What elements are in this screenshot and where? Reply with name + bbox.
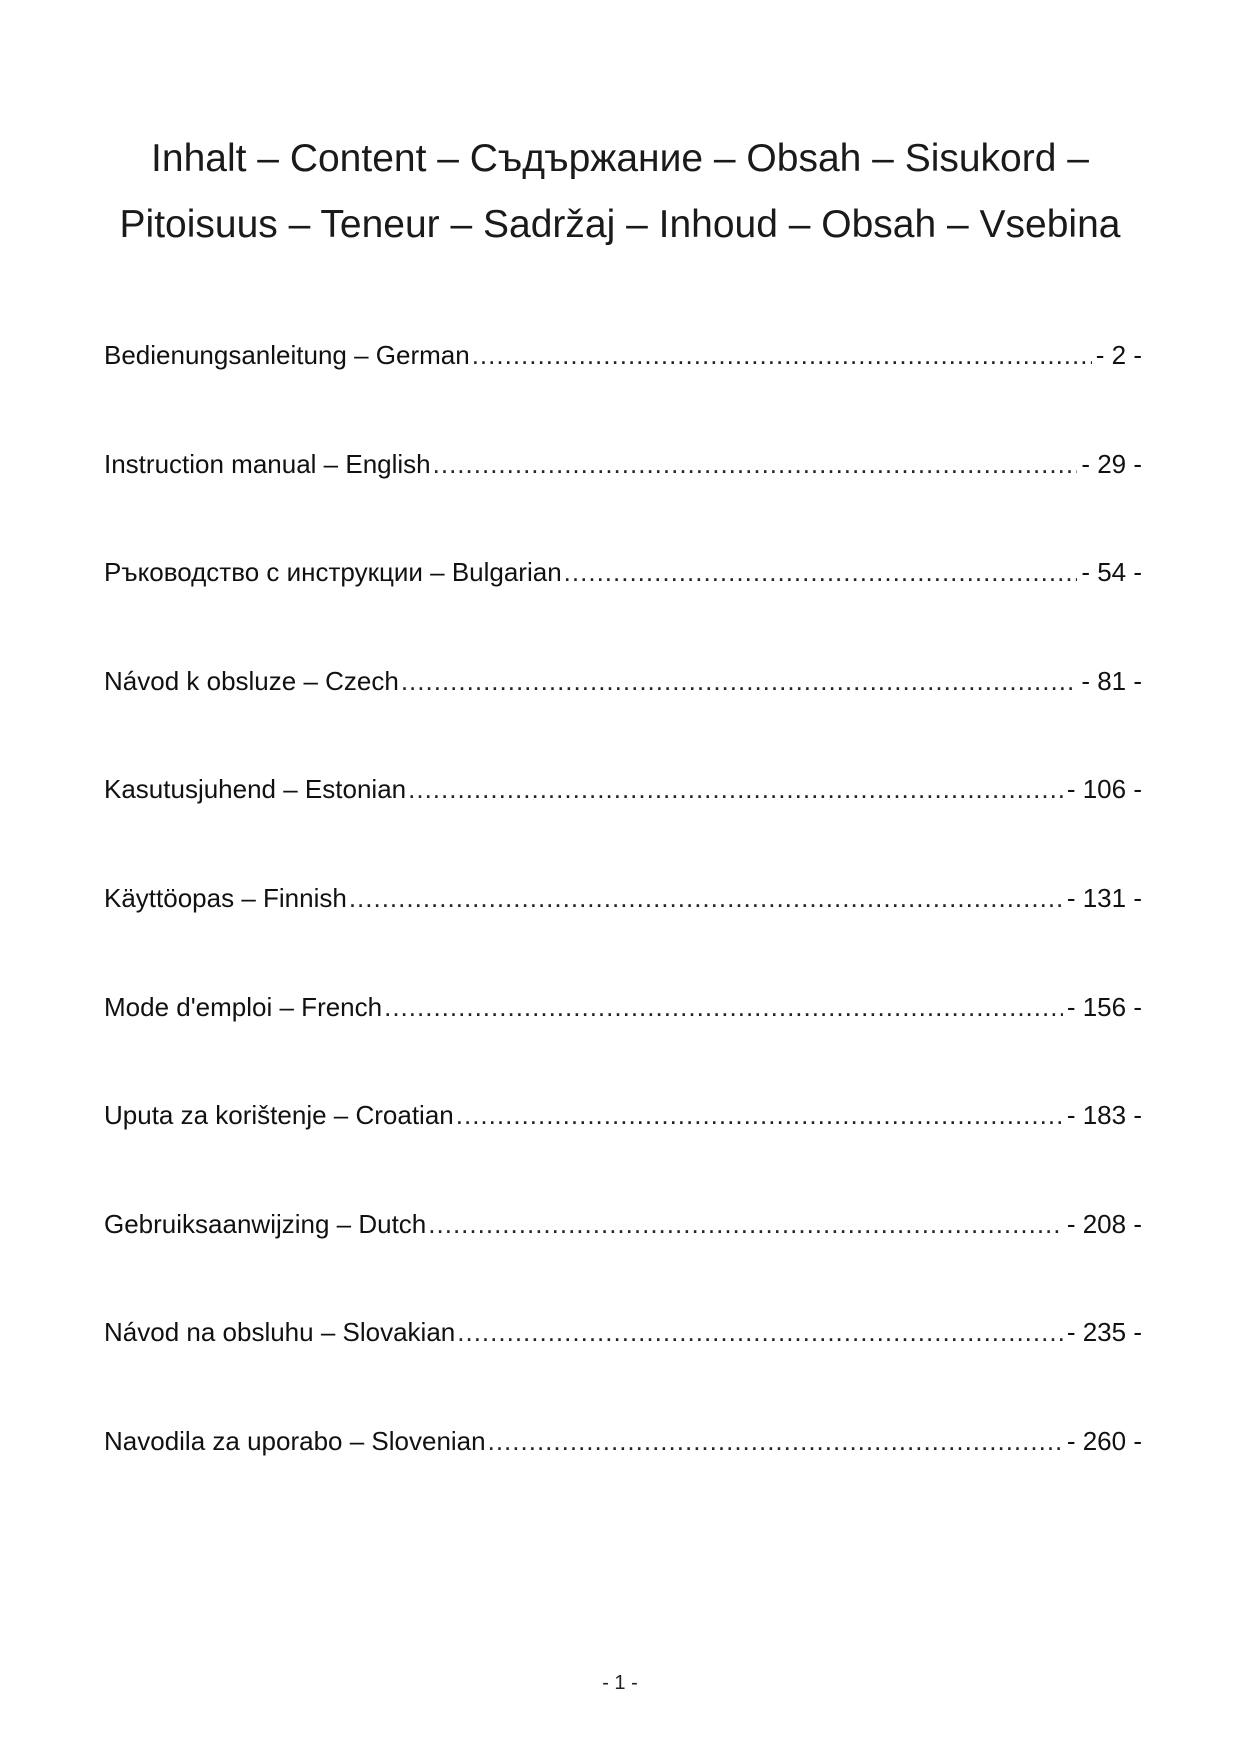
toc-entry-dutch[interactable] (104, 1209, 1142, 1318)
toc-entry-label: Návod k obsluze – Czech (104, 665, 399, 696)
page-title (100, 126, 1140, 258)
toc-dot-leader (564, 557, 1078, 588)
toc-dot-leader (408, 774, 1063, 805)
toc-entry-page: - 81 - (1081, 665, 1142, 696)
toc-entry-label: Gebruiksaanwijzing – Dutch (104, 1208, 427, 1239)
toc-entry-english[interactable] (104, 449, 1142, 558)
toc-dot-leader (457, 1317, 1063, 1348)
page-number-footer: - 1 - (602, 1672, 638, 1694)
toc-entry-page: - 156 - (1066, 991, 1142, 1022)
toc-entry-label: Käyttöopas – Finnish (104, 882, 347, 913)
toc-entry-finnish[interactable] (104, 883, 1142, 992)
toc-entry-label: Návod na obsluhu – Slovakian (104, 1317, 456, 1348)
toc-entry-croatian[interactable] (104, 1100, 1142, 1209)
toc-entry-slovenian[interactable] (104, 1426, 1142, 1535)
toc-entry-label: Uputa za korištenje – Croatian (104, 1100, 454, 1131)
toc-entry-slovakian[interactable] (104, 1317, 1142, 1426)
toc-entry-estonian[interactable] (104, 774, 1142, 883)
title-line-2: Pitoisuus – Teneur – Sadržaj – Inhoud – Obsah – Vsebina (119, 203, 1121, 246)
toc-entry-bulgarian[interactable] (104, 557, 1142, 666)
toc-dot-leader (456, 1100, 1063, 1131)
toc-entry-page: - 54 - (1081, 557, 1142, 588)
toc-entry-page: - 29 - (1081, 448, 1142, 479)
title-line-1: Inhalt – Content – Съдържание – Obsah – Sisukord – (151, 137, 1089, 180)
toc-entry-czech[interactable] (104, 666, 1142, 775)
toc-dot-leader (428, 1209, 1063, 1240)
toc-entry-page: - 2 - (1095, 340, 1142, 370)
toc-entry-label: Navodila za uporabo – Slovenian (104, 1425, 486, 1456)
table-of-contents (104, 340, 1142, 1535)
toc-entry-page: - 106 - (1066, 774, 1142, 805)
toc-entry-label: Mode d'emploi – French (104, 991, 383, 1022)
toc-entry-label: Kasutusjuhend – Estonian (104, 774, 407, 805)
toc-dot-leader (433, 449, 1078, 480)
toc-entry-label: Instruction manual – English (104, 448, 431, 479)
toc-entry-french[interactable] (104, 992, 1142, 1101)
toc-entry-page: - 208 - (1066, 1208, 1142, 1239)
toc-entry-page: - 131 - (1066, 882, 1142, 913)
toc-entry-label: Ръководство с инструкции – Bulgarian (104, 557, 562, 588)
toc-dot-leader (384, 992, 1063, 1023)
toc-entry-label: Bedienungsanleitung – German (104, 340, 470, 370)
toc-dot-leader (349, 883, 1063, 914)
toc-dot-leader (401, 666, 1077, 697)
toc-entry-page: - 260 - (1066, 1425, 1142, 1456)
toc-dot-leader (488, 1426, 1063, 1457)
toc-entry-page: - 235 - (1066, 1317, 1142, 1348)
toc-entry-page: - 183 - (1066, 1100, 1142, 1131)
toc-entry-german[interactable] (104, 340, 1142, 449)
toc-dot-leader (472, 340, 1092, 371)
